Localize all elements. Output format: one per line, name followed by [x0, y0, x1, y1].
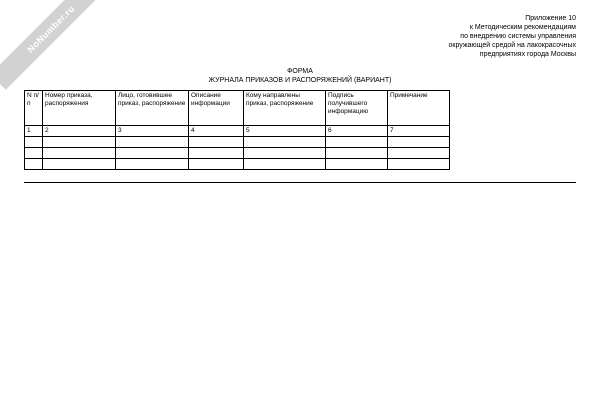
header-cell: Кому направлены приказ, распоряжение — [244, 91, 326, 126]
column-number: 3 — [116, 126, 189, 137]
empty-cell — [388, 159, 450, 170]
empty-cell — [25, 159, 43, 170]
appendix-line: окружающей средой на лакокрасочных — [448, 42, 576, 49]
column-number: 4 — [189, 126, 244, 137]
divider-line — [24, 182, 576, 183]
empty-cell — [189, 137, 244, 148]
empty-cell — [43, 159, 116, 170]
empty-cell — [244, 159, 326, 170]
table-header-row — [25, 91, 450, 126]
empty-cell — [43, 137, 116, 148]
empty-cell — [326, 148, 388, 159]
empty-cell — [116, 137, 189, 148]
appendix-line: предприятиях города Москвы — [479, 51, 576, 58]
header-cell: Номер приказа, распоряжения — [43, 91, 116, 126]
column-number: 5 — [244, 126, 326, 137]
table-row — [25, 148, 450, 159]
form-title: ФОРМА — [287, 68, 313, 75]
column-number: 1 — [25, 126, 43, 137]
table-row — [25, 159, 450, 170]
column-number: 6 — [326, 126, 388, 137]
empty-cell — [43, 148, 116, 159]
watermark: NoNumber.ru — [0, 0, 112, 90]
column-number: 2 — [43, 126, 116, 137]
journal-table — [24, 90, 450, 170]
appendix-line: по внедрению системы управления — [460, 33, 576, 40]
empty-cell — [189, 148, 244, 159]
empty-cell — [116, 159, 189, 170]
appendix-note — [316, 14, 576, 59]
column-number: 7 — [388, 126, 450, 137]
form-title-block — [0, 67, 600, 85]
empty-cell — [25, 137, 43, 148]
header-cell: Примечание — [388, 91, 450, 126]
empty-cell — [388, 137, 450, 148]
empty-cell — [25, 148, 43, 159]
appendix-line: Приложение 10 — [525, 15, 576, 22]
empty-cell — [244, 137, 326, 148]
empty-cell — [116, 148, 189, 159]
header-cell: Описание информации — [189, 91, 244, 126]
empty-cell — [326, 159, 388, 170]
appendix-line: к Методическим рекомендациям — [469, 24, 576, 31]
table-row — [25, 137, 450, 148]
empty-cell — [189, 159, 244, 170]
column-number-row — [25, 126, 450, 137]
header-cell: N п/п — [25, 91, 43, 126]
empty-cell — [326, 137, 388, 148]
form-subtitle: ЖУРНАЛА ПРИКАЗОВ И РАСПОРЯЖЕНИЙ (ВАРИАНТ) — [208, 77, 392, 84]
empty-cell — [388, 148, 450, 159]
header-cell: Лицо, готовившее приказ, распоряжение — [116, 91, 189, 126]
header-cell: Подпись получившего информацию — [326, 91, 388, 126]
empty-cell — [244, 148, 326, 159]
